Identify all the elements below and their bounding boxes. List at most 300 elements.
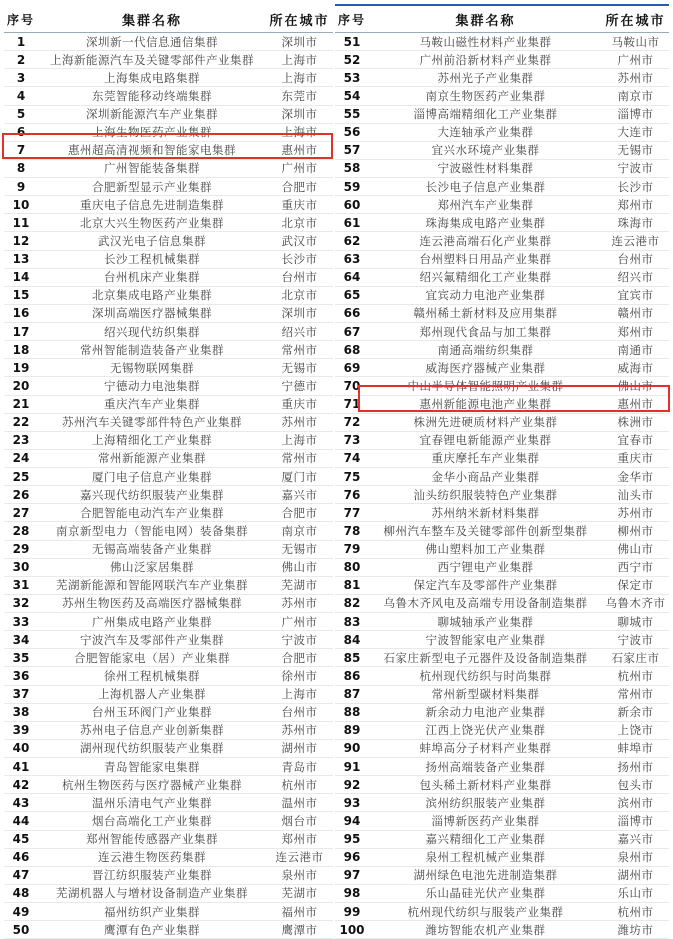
cell-name: 宜宾动力电池产业集群 <box>425 288 546 303</box>
cell-name: 乐山晶硅光伏产业集群 <box>425 886 546 901</box>
cell-name: 福州纺织产业集群 <box>104 904 200 919</box>
table-row <box>335 812 669 830</box>
cell-city: 汕头市 <box>617 487 654 502</box>
table-header <box>4 6 333 33</box>
cell-city: 武汉市 <box>281 233 318 248</box>
cell-city: 深圳市 <box>281 34 318 49</box>
cell-city: 惠州市 <box>617 397 654 412</box>
table-row <box>4 649 333 667</box>
cell-num: 93 <box>343 795 361 810</box>
cell-name: 宁德动力电池集群 <box>104 378 200 393</box>
cell-num: 71 <box>343 397 361 412</box>
cell-city: 杭州市 <box>617 668 654 683</box>
cell-num: 67 <box>343 324 361 339</box>
cell-num: 99 <box>343 904 361 919</box>
cell-num: 45 <box>12 832 30 847</box>
table-row <box>4 414 333 432</box>
cell-num: 60 <box>343 197 361 212</box>
cell-city: 淄博市 <box>617 813 654 828</box>
cell-name: 宜兴水环境产业集群 <box>431 143 540 158</box>
table-right-column <box>335 6 669 939</box>
cell-city: 绍兴市 <box>617 270 654 285</box>
cell-name: 保定汽车及零部件产业集群 <box>413 578 558 593</box>
cell-name: 武汉光电子信息集群 <box>98 233 206 248</box>
cell-num: 66 <box>343 306 361 321</box>
cell-name: 乌鲁木齐风电及高端专用设备制造集群 <box>383 596 588 611</box>
cell-city: 佛山市 <box>617 542 654 557</box>
cell-name: 淄博新医药产业集群 <box>431 813 540 828</box>
cell-city: 重庆市 <box>617 451 654 466</box>
cell-city: 聊城市 <box>617 614 654 629</box>
cell-name: 潍坊智能农机产业集群 <box>425 922 546 937</box>
cell-num: 9 <box>16 179 26 194</box>
cell-num: 35 <box>12 650 30 665</box>
cell-city: 合肥市 <box>281 650 318 665</box>
cell-num: 77 <box>343 505 361 520</box>
table-row <box>335 468 669 486</box>
cell-name: 柳州汽车整车及关键零部件创新型集群 <box>383 523 588 538</box>
cell-name: 苏州汽车关键零部件特色产业集群 <box>62 415 242 430</box>
cell-city: 无锡市 <box>617 143 654 158</box>
cell-num: 5 <box>16 107 26 122</box>
table-row <box>4 631 333 649</box>
cell-name: 滨州纺织服装产业集群 <box>425 795 546 810</box>
cell-city: 上海市 <box>281 687 318 702</box>
table-row <box>4 432 333 450</box>
cell-name: 芜湖机器人与增材设备制造产业集群 <box>56 886 248 901</box>
table-row <box>335 885 669 903</box>
cell-city: 连云港市 <box>275 850 324 865</box>
cell-city: 广州市 <box>281 161 318 176</box>
cell-num: 21 <box>12 397 30 412</box>
table-left-column <box>4 6 333 939</box>
cell-name: 中山半导体智能照明产业集群 <box>407 378 564 393</box>
table-row <box>4 178 333 196</box>
table-row <box>335 667 669 685</box>
cell-num: 19 <box>12 360 30 375</box>
cell-num: 32 <box>12 596 30 611</box>
cell-city: 重庆市 <box>281 397 318 412</box>
cell-city: 滨州市 <box>617 795 654 810</box>
table-row <box>4 776 333 794</box>
cell-city: 宁波市 <box>617 161 654 176</box>
cell-city: 东莞市 <box>281 88 318 103</box>
cell-city: 扬州市 <box>617 759 654 774</box>
table-row <box>335 287 669 305</box>
cell-city: 长沙市 <box>281 252 318 267</box>
table-row <box>335 504 669 522</box>
cell-city: 杭州市 <box>281 777 318 792</box>
cell-num: 10 <box>12 197 30 212</box>
cell-name: 泉州工程机械产业集群 <box>425 850 546 865</box>
cell-num: 48 <box>12 886 30 901</box>
cell-name: 包头稀土新材料产业集群 <box>419 777 552 792</box>
cell-name: 郑州智能传感器产业集群 <box>86 832 218 847</box>
cell-city: 淄博市 <box>617 107 654 122</box>
table-row <box>4 849 333 867</box>
cell-city: 湖州市 <box>617 868 654 883</box>
cell-num: 70 <box>343 378 361 393</box>
cell-name: 江西上饶光伏产业集群 <box>425 723 546 738</box>
table-row <box>4 885 333 903</box>
cell-city: 台州市 <box>617 252 654 267</box>
cell-city: 南京市 <box>617 88 654 103</box>
table-row <box>335 432 669 450</box>
cell-num: 59 <box>343 179 361 194</box>
cell-city: 柳州市 <box>617 523 654 538</box>
cell-num: 28 <box>12 523 30 538</box>
cell-city: 台州市 <box>281 705 318 720</box>
cell-city: 苏州市 <box>281 723 318 738</box>
table-row <box>335 849 669 867</box>
cell-city: 苏州市 <box>281 415 318 430</box>
cell-name: 徐州工程机械集群 <box>104 668 200 683</box>
cell-city: 重庆市 <box>281 197 318 212</box>
cell-num: 58 <box>343 161 361 176</box>
cell-name: 广州前沿新材料产业集群 <box>419 52 552 67</box>
cell-city: 威海市 <box>617 360 654 375</box>
cell-name: 苏州纳米新材料集群 <box>431 505 540 520</box>
cell-num: 47 <box>12 868 30 883</box>
cell-num: 61 <box>343 215 361 230</box>
table-row <box>335 341 669 359</box>
cell-city: 石家庄市 <box>611 650 660 665</box>
cell-name: 重庆摩托车产业集群 <box>431 451 540 466</box>
cell-name: 新余动力电池产业集群 <box>425 705 546 720</box>
table-row <box>4 51 333 69</box>
cell-num: 51 <box>343 34 361 49</box>
cell-name: 绍兴氟精细化工产业集群 <box>419 270 552 285</box>
cell-city: 徐州市 <box>281 668 318 683</box>
table-row <box>335 722 669 740</box>
table-row <box>335 758 669 776</box>
cell-city: 郑州市 <box>281 832 318 847</box>
table-row <box>4 541 333 559</box>
cell-city: 台州市 <box>281 270 318 285</box>
cell-name: 宁波磁性材料集群 <box>437 161 534 176</box>
table-row <box>4 142 333 160</box>
cell-name: 苏州生物医药及高端医疗器械集群 <box>62 596 242 611</box>
cell-name: 淄博高端精细化工产业集群 <box>413 107 558 122</box>
cell-city: 西宁市 <box>617 560 654 575</box>
table-row <box>335 450 669 468</box>
table-row <box>4 359 333 377</box>
cell-name: 杭州现代纺织与服装产业集群 <box>407 904 564 919</box>
cell-city: 嘉兴市 <box>617 832 654 847</box>
table-row <box>4 704 333 722</box>
cell-name: 合肥新型显示产业集群 <box>92 179 212 194</box>
table-row <box>335 323 669 341</box>
cell-name: 扬州高端装备产业集群 <box>425 759 546 774</box>
cell-city: 广州市 <box>617 52 654 67</box>
table-header <box>335 6 669 33</box>
table-row <box>4 106 333 124</box>
cell-city: 南通市 <box>617 342 654 357</box>
cell-num: 88 <box>343 705 361 720</box>
cell-name: 常州新型碳材料集群 <box>431 687 540 702</box>
table-row <box>4 504 333 522</box>
cell-num: 81 <box>343 578 361 593</box>
table-row <box>4 214 333 232</box>
cell-num: 25 <box>12 469 30 484</box>
cell-name: 深圳新能源汽车产业集群 <box>86 107 218 122</box>
table-row <box>4 559 333 577</box>
cell-city: 合肥市 <box>281 179 318 194</box>
cell-name: 西宁锂电产业集群 <box>437 560 534 575</box>
cell-name: 杭州现代纺织与时尚集群 <box>419 668 552 683</box>
table-body-right <box>335 33 669 939</box>
cell-name: 湖州现代纺织服装产业集群 <box>80 741 224 756</box>
cell-num: 80 <box>343 560 361 575</box>
cell-num: 52 <box>343 52 361 67</box>
cell-city: 北京市 <box>281 288 318 303</box>
cell-num: 75 <box>343 469 361 484</box>
cell-city: 常州市 <box>281 451 318 466</box>
cell-num: 46 <box>12 850 30 865</box>
cell-num: 3 <box>16 70 26 85</box>
cell-name: 鹰潭有色产业集群 <box>104 922 200 937</box>
table-row <box>335 196 669 214</box>
table-row <box>4 396 333 414</box>
cell-num: 79 <box>343 542 361 557</box>
cell-num: 17 <box>12 324 30 339</box>
table-row <box>4 160 333 178</box>
table-row <box>4 686 333 704</box>
cell-city: 嘉兴市 <box>281 487 318 502</box>
table-row <box>4 196 333 214</box>
cell-num: 16 <box>12 306 30 321</box>
table-row <box>4 794 333 812</box>
table-row <box>335 33 669 51</box>
cell-num: 37 <box>12 687 30 702</box>
cell-num: 86 <box>343 668 361 683</box>
cell-name: 上海集成电路集群 <box>104 70 200 85</box>
cell-city: 乐山市 <box>617 886 654 901</box>
cell-name: 无锡高端装备产业集群 <box>92 542 212 557</box>
cell-city: 上海市 <box>281 52 318 67</box>
cell-city: 赣州市 <box>617 306 654 321</box>
table-row <box>335 124 669 142</box>
table-row <box>335 269 669 287</box>
cell-city: 宁波市 <box>281 632 318 647</box>
cell-num: 49 <box>12 904 30 919</box>
cell-num: 20 <box>12 378 30 393</box>
table-row <box>335 867 669 885</box>
cell-city: 无锡市 <box>281 360 318 375</box>
table-row <box>4 758 333 776</box>
cell-city: 郑州市 <box>617 324 654 339</box>
cell-name: 常州智能制造装备产业集群 <box>80 342 224 357</box>
cell-name: 重庆电子信息先进制造集群 <box>80 197 224 212</box>
cell-num: 63 <box>343 252 361 267</box>
table-row <box>335 613 669 631</box>
header-city: 所在城市 <box>269 13 330 29</box>
cell-num: 53 <box>343 70 361 85</box>
cell-city: 泉州市 <box>281 868 318 883</box>
table-row <box>335 704 669 722</box>
cell-city: 泉州市 <box>617 850 654 865</box>
cell-num: 82 <box>343 596 361 611</box>
header-name: 集群名称 <box>121 13 182 29</box>
cell-num: 43 <box>12 795 30 810</box>
cell-num: 72 <box>343 415 361 430</box>
cell-name: 宁波汽车及零部件产业集群 <box>80 632 224 647</box>
cell-name: 惠州超高清视频和智能家电集群 <box>68 143 236 158</box>
cell-city: 无锡市 <box>281 542 318 557</box>
cell-name: 郑州现代食品与加工集群 <box>419 324 552 339</box>
cell-name: 湖州绿色电池先进制造集群 <box>413 868 558 883</box>
cell-num: 85 <box>343 650 361 665</box>
cell-name: 北京集成电路产业集群 <box>92 288 212 303</box>
table-row <box>4 377 333 395</box>
cell-num: 6 <box>16 125 26 140</box>
cell-city: 株洲市 <box>617 415 654 430</box>
table-row <box>4 921 333 939</box>
cell-name: 东莞智能移动终端集群 <box>92 88 212 103</box>
table-row <box>4 124 333 142</box>
cell-num: 78 <box>343 523 361 538</box>
table-row <box>4 33 333 51</box>
cell-city: 鹰潭市 <box>281 922 318 937</box>
cell-city: 金华市 <box>617 469 654 484</box>
cell-num: 26 <box>12 487 30 502</box>
table-row <box>4 341 333 359</box>
cell-name: 北京大兴生物医药产业集群 <box>80 215 224 230</box>
cell-city: 深圳市 <box>281 107 318 122</box>
table-row <box>4 69 333 87</box>
cell-name: 嘉兴现代纺织服装产业集群 <box>80 487 224 502</box>
cell-name: 连云港生物医药集群 <box>98 850 206 865</box>
table-row <box>335 486 669 504</box>
table-row <box>335 541 669 559</box>
cell-name: 宁波智能家电产业集群 <box>425 632 546 647</box>
table-row <box>335 559 669 577</box>
cell-city: 苏州市 <box>617 505 654 520</box>
table-row <box>335 51 669 69</box>
cell-name: 长沙工程机械集群 <box>104 252 200 267</box>
cell-num: 68 <box>343 342 361 357</box>
cell-num: 44 <box>12 813 30 828</box>
cell-city: 广州市 <box>281 614 318 629</box>
cell-name: 台州玉环阀门产业集群 <box>92 705 212 720</box>
table-row <box>335 396 669 414</box>
table-row <box>4 87 333 105</box>
cell-name: 连云港高端石化产业集群 <box>419 233 552 248</box>
cell-num: 100 <box>339 922 365 937</box>
table-row <box>4 305 333 323</box>
cell-name: 杭州生物医药与医疗器械产业集群 <box>62 777 242 792</box>
table-row <box>335 649 669 667</box>
cell-num: 55 <box>343 107 361 122</box>
table-row <box>4 595 333 613</box>
cell-num: 15 <box>12 288 30 303</box>
cell-num: 7 <box>16 143 26 158</box>
cell-num: 40 <box>12 741 30 756</box>
cell-city: 杭州市 <box>617 904 654 919</box>
table-row <box>335 87 669 105</box>
cell-name: 苏州光子产业集群 <box>437 70 534 85</box>
table-row <box>4 468 333 486</box>
cell-num: 4 <box>16 88 26 103</box>
cell-name: 合肥智能电动汽车产业集群 <box>80 505 224 520</box>
cell-city: 马鞍山市 <box>611 34 660 49</box>
cell-city: 保定市 <box>617 578 654 593</box>
cell-city: 乌鲁木齐市 <box>605 596 666 611</box>
cell-city: 包头市 <box>617 777 654 792</box>
table-row <box>335 359 669 377</box>
cell-num: 83 <box>343 614 361 629</box>
cell-city: 福州市 <box>281 904 318 919</box>
cell-name: 合肥智能家电（居）产业集群 <box>74 650 230 665</box>
cell-name: 厦门电子信息产业集群 <box>92 469 212 484</box>
cell-city: 连云港市 <box>611 233 660 248</box>
cell-name: 株洲先进硬质材料产业集群 <box>413 415 558 430</box>
cell-num: 69 <box>343 360 361 375</box>
cell-city: 宜宾市 <box>617 288 654 303</box>
table-row <box>335 305 669 323</box>
cell-name: 芜湖新能源和智能网联汽车产业集群 <box>56 578 248 593</box>
table-row <box>4 486 333 504</box>
table-row <box>335 232 669 250</box>
cell-city: 常州市 <box>281 342 318 357</box>
cell-num: 57 <box>343 143 361 158</box>
table-row <box>4 522 333 540</box>
table-row <box>335 178 669 196</box>
cell-city: 南京市 <box>281 523 318 538</box>
cell-name: 深圳高端医疗器械集群 <box>92 306 212 321</box>
cell-name: 绍兴现代纺织集群 <box>104 324 200 339</box>
cell-name: 深圳新一代信息通信集群 <box>86 34 218 49</box>
table-body-left <box>4 33 333 939</box>
cell-name: 常州新能源产业集群 <box>98 451 206 466</box>
cell-num: 96 <box>343 850 361 865</box>
cell-num: 2 <box>16 52 26 67</box>
cell-name: 重庆汽车产业集群 <box>104 397 200 412</box>
cell-name: 广州智能装备集群 <box>104 161 200 176</box>
header-city: 所在城市 <box>605 13 666 29</box>
table-row <box>335 522 669 540</box>
cell-num: 65 <box>343 288 361 303</box>
cell-name: 威海医疗器械产业集群 <box>425 360 546 375</box>
cell-city: 蚌埠市 <box>617 741 654 756</box>
cell-name: 温州乐清电气产业集群 <box>92 795 212 810</box>
cell-city: 潍坊市 <box>617 922 654 937</box>
cell-num: 13 <box>12 252 30 267</box>
cell-num: 97 <box>343 868 361 883</box>
cell-city: 温州市 <box>281 795 318 810</box>
cell-num: 30 <box>12 560 30 575</box>
cell-num: 29 <box>12 542 30 557</box>
cell-num: 64 <box>343 270 361 285</box>
table-row <box>335 160 669 178</box>
cell-city: 惠州市 <box>281 143 318 158</box>
table-row <box>4 287 333 305</box>
table-row <box>4 323 333 341</box>
table-row <box>4 269 333 287</box>
cell-num: 50 <box>12 922 30 937</box>
cell-city: 苏州市 <box>281 596 318 611</box>
table-row <box>335 414 669 432</box>
cell-num: 33 <box>12 614 30 629</box>
cell-num: 27 <box>12 505 30 520</box>
cell-name: 上海新能源汽车及关键零部件产业集群 <box>50 52 254 67</box>
cell-city: 佛山市 <box>617 378 654 393</box>
cell-num: 95 <box>343 832 361 847</box>
cell-num: 87 <box>343 687 361 702</box>
cell-city: 宁波市 <box>617 632 654 647</box>
table-row <box>4 577 333 595</box>
cell-city: 上饶市 <box>617 723 654 738</box>
